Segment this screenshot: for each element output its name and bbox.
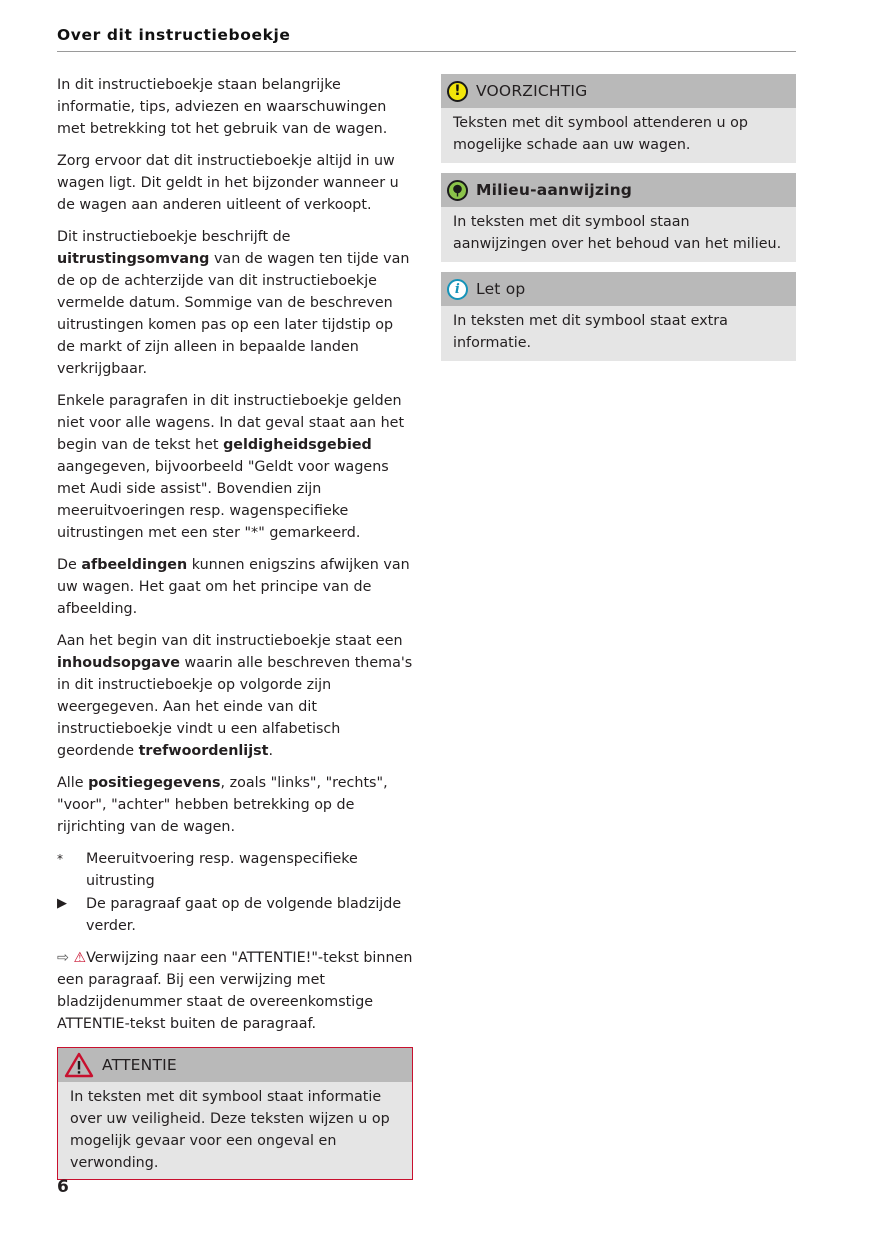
paragraph-validity: Enkele paragrafen in dit instructieboekje gelden niet voor alle wagens. In dat geval staat aan het begin van de tekst het geldigheidsgebied aangegeven, bijvoorbeeld "Geldt voor wagens met Audi side assist". Bovendien zijn meeruitvoeringen resp. wagenspecifieke uitrustingen met een ster "*" gemarkeerd.	[57, 393, 405, 541]
page-header-title: Over dit instructieboekje	[57, 26, 291, 44]
asterisk-icon: *	[57, 852, 63, 866]
caution-box	[441, 74, 796, 163]
caution-body: Teksten met dit symbool attenderen u op mogelijke schade aan uw wagen.	[441, 108, 796, 163]
note-header	[441, 272, 796, 306]
paragraph-images: De afbeeldingen kunnen enigszins afwijken van uw wagen. Het gaat om het principe van de afbeelding.	[57, 557, 410, 617]
attentie-body: In teksten met dit symbool staat informatie over uw veiligheid. Deze teksten wijzen u op mogelijk gevaar voor een ongeval en verwonding.	[58, 1082, 412, 1179]
environment-header	[441, 173, 796, 207]
header-divider	[57, 51, 796, 52]
environment-box	[441, 173, 796, 262]
right-column	[441, 74, 796, 371]
warning-triangle-icon: ⚠	[73, 950, 87, 966]
note-title: Let op	[476, 280, 526, 298]
triangle-right-icon: ▶	[57, 896, 67, 911]
environment-title: Milieu-aanwijzing	[476, 181, 633, 199]
environment-body: In teksten met dit symbool staan aanwijzingen over het behoud van het milieu.	[441, 207, 796, 262]
exclamation-icon: !	[447, 81, 468, 102]
tree-icon	[447, 180, 468, 201]
paragraph-keep-in-car: Zorg ervoor dat dit instructieboekje altijd in uw wagen ligt. Dit geldt in het bijzonder wanneer u de wagen aan anderen uitleent of verkoopt.	[57, 153, 399, 213]
attentie-box	[57, 1047, 413, 1180]
paragraph-intro: In dit instructieboekje staan belangrijke informatie, tips, adviezen en waarschuwingen met betrekking tot het gebruik van de wagen.	[57, 77, 388, 137]
arrow-right-icon: ⇨	[57, 950, 69, 966]
paragraph-equipment: Dit instructieboekje beschrijft de uitrustingsomvang van de wagen ten tijde van de op de achterzijde van dit instructieboekje vermelde datum. Sommige van de beschreven uitrustingen komen pas op een later tijdstip op de markt of zijn alleen in bepaalde landen verkrijgbaar.	[57, 229, 410, 377]
paragraph-positions: Alle positiegegevens, zoals "links", "rechts", "voor", "achter" hebben betrekking op de rijrichting van de wagen.	[57, 775, 388, 835]
note-box	[441, 272, 796, 361]
page-number: 6	[57, 1177, 69, 1197]
warning-triangle-icon	[64, 1052, 94, 1078]
caution-header	[441, 74, 796, 108]
info-icon: i	[447, 279, 468, 300]
legend-item-asterisk	[57, 848, 413, 892]
paragraph-warning-reference: ⇨ ⚠Verwijzing naar een "ATTENTIE!"-tekst binnen een paragraaf. Bij een verwijzing met bladzijdenummer staat de overeenkomstige ATTENTIE-tekst buiten de paragraaf.	[57, 950, 413, 1032]
paragraph-contents: Aan het begin van dit instructieboekje staat een inhoudsopgave waarin alle beschreven thema's in dit instructieboekje op volgorde zijn weergegeven. Aan het einde van dit instructieboekje vindt u een alfabetisch geordende trefwoordenlijst.	[57, 633, 413, 759]
attentie-header	[58, 1048, 412, 1082]
legend-text: De paragraaf gaat op de volgende bladzijde verder.	[86, 896, 402, 934]
attentie-title: ATTENTIE	[102, 1056, 177, 1074]
note-body: In teksten met dit symbool staat extra informatie.	[441, 306, 796, 361]
legend-text: Meeruitvoering resp. wagenspecifieke uitrusting	[86, 851, 358, 889]
caution-title: VOORZICHTIG	[476, 82, 588, 100]
left-column	[57, 74, 413, 1190]
legend-item-continue	[57, 893, 413, 937]
